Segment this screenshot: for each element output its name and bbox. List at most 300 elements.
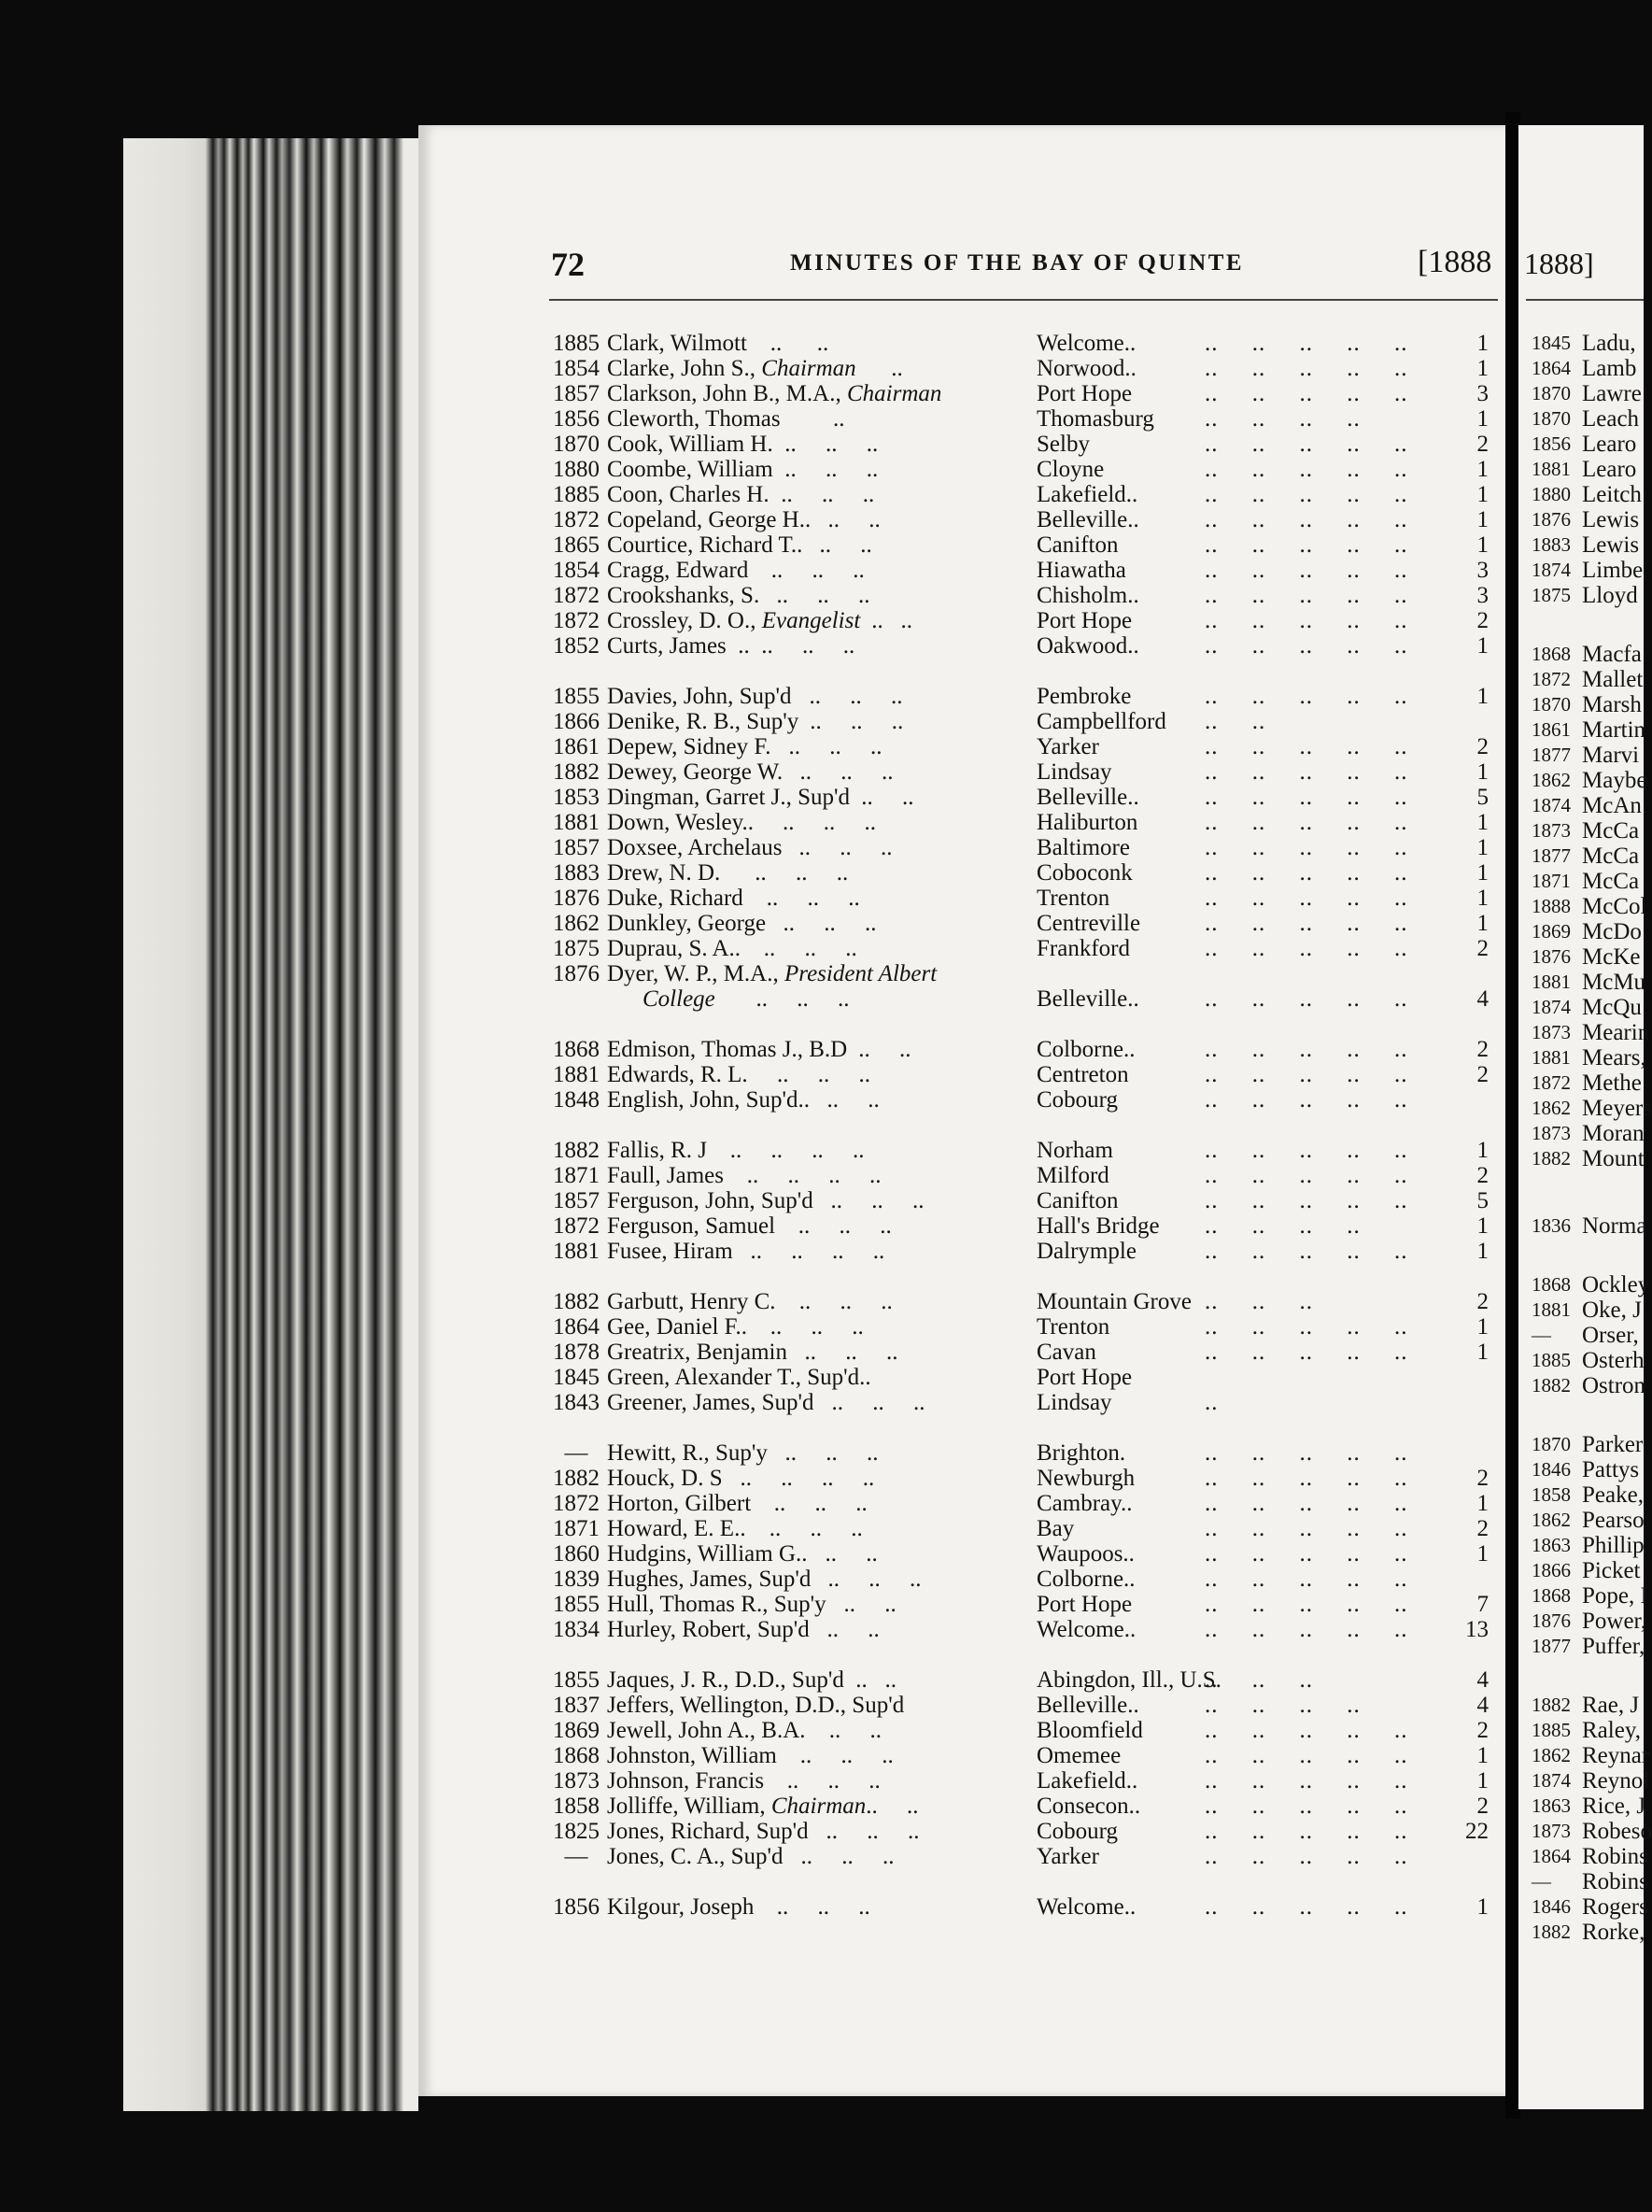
right-entry-name: McCa [1582,844,1640,869]
entry-year: 1881 [553,1239,600,1264]
right-entry-name: Ostron [1582,1373,1646,1398]
entry-year: 1825 [553,1819,600,1844]
entry-name: Jeffers, Wellington, D.D., Sup'd [607,1693,905,1718]
entry-year: 1882 [553,759,600,785]
entry-count: 2 [1476,1794,1489,1819]
leader-dots: .. .. .. .. .. [1205,583,1408,608]
entry-name: Hudgins, William G.. [607,1541,808,1567]
entry-year: 1837 [553,1693,600,1718]
right-entry-year: 1863 [1532,1794,1571,1817]
entry-year: 1872 [553,583,600,608]
right-entry-name: Marsh [1582,692,1642,717]
entry-count: 2 [1476,608,1489,633]
right-entry-year: 1882 [1532,1147,1571,1170]
leader-dots: .. .. .. [770,1768,881,1794]
leader-dots: .. .. .. [754,558,865,583]
right-entry-year: 1881 [1532,1298,1571,1321]
entry-place: Port Hope [1037,1592,1133,1617]
right-entry-name: Moran [1582,1121,1645,1146]
entry-name: Cook, William H. [607,432,773,457]
entry-name: Denike, R. B., Sup'y [607,709,799,734]
entry-place: Trenton [1037,1314,1110,1340]
right-entry-name: Mears, [1582,1045,1646,1071]
entry-name: Johnston, William [607,1743,777,1768]
leader-dots: .. .. .. [783,1743,894,1768]
entry-count: 2 [1476,734,1489,759]
entry-name: Hurley, Robert, Sup'd [607,1617,810,1642]
entry-place: Welcome.. [1037,331,1137,356]
right-entry-year: 1873 [1532,819,1571,842]
leader-dots: .. .. .. .. .. [1205,785,1408,810]
leader-dots: .. .. .. [789,1844,895,1869]
leader-dots: .. .. .. .. .. [1205,1087,1408,1113]
entry-place: Bloomfield [1037,1718,1143,1743]
leader-dots: .. .. .. .. .. [1205,1768,1408,1794]
leader-dots: .. .. .. [756,1491,868,1516]
right-entry-year: 1880 [1532,483,1571,505]
entry-year: 1857 [553,835,600,860]
entry-name: Ferguson, Samuel [607,1213,776,1239]
entry-year: 1857 [553,381,600,406]
entry-year: 1880 [553,457,600,482]
leader-dots: .. .. [853,1037,911,1062]
leader-dots: .. [1205,1390,1219,1415]
right-entry-year: 1862 [1532,1509,1571,1531]
right-entry-year: 1873 [1532,1122,1571,1144]
book-page-edges [123,138,418,2111]
right-entry-year: 1874 [1532,1769,1571,1792]
right-entry-name: Phillip [1582,1533,1645,1558]
leader-dots: .. .. .. .. .. [1205,432,1408,457]
leader-dots: .. .. .. .. .. [1205,1592,1408,1617]
leader-dots: .. .. .. .. .. [1205,1617,1408,1642]
leader-dots: .. .. .. [804,709,904,734]
leader-dots: .. .. .. [773,1440,879,1466]
right-entry-name: Methe [1582,1071,1642,1096]
entry-place: Belleville.. [1037,1693,1139,1718]
right-entry-year: 1836 [1532,1214,1571,1237]
right-entry-year: 1868 [1532,1584,1571,1607]
right-entry-year: — [1532,1870,1551,1893]
leader-dots: .. .. .. [765,583,870,608]
leader-dots: .. .. [813,1541,878,1567]
leader-dots: .. .. .. .. [728,1466,875,1491]
entry-year: 1865 [553,532,600,558]
entry-place: Welcome.. [1037,1617,1137,1642]
leader-dots: .. .. .. [752,1516,863,1541]
right-entry-year: 1870 [1532,407,1571,430]
right-entry-year: 1866 [1532,1559,1571,1581]
entry-year: 1882 [553,1289,600,1314]
leader-dots: .. .. .. .. .. [1205,1516,1408,1541]
entry-place: Lindsay [1037,759,1112,785]
leader-dots: .. .. [832,1592,897,1617]
leader-dots: .. .. [816,507,881,532]
entry-place: Dalrymple [1037,1239,1137,1264]
leader-dots: .. .. .. .. .. [1205,331,1408,356]
right-entry-year: 1876 [1532,508,1571,531]
entry-count: 1 [1476,1314,1489,1340]
entry-name: Clark, Wilmott [607,331,747,356]
entry-count: 1 [1476,1743,1489,1768]
entry-count: 5 [1476,1188,1489,1213]
right-entry-name: Norma [1582,1213,1647,1239]
entry-name: Courtice, Richard T.. [607,532,803,558]
entry-name: Jaques, J. R., D.D., Sup'd [607,1667,844,1693]
entry-place: Coboconk [1037,860,1133,886]
right-entry-year: 1864 [1532,1845,1571,1867]
right-entry-name: Ladu, [1582,331,1636,356]
entry-place: Canifton [1037,532,1119,558]
right-entry-name: Pearso [1582,1508,1645,1533]
entry-count: 7 [1476,1592,1489,1617]
leader-dots: .. .. .. [1205,1289,1313,1314]
right-entry-name: McAn [1582,793,1642,818]
right-entry-name: McQu [1582,995,1642,1020]
right-entry-name: Lloyd [1582,583,1638,608]
right-entry-name: Martin [1582,717,1646,743]
entry-year: 1872 [553,1213,600,1239]
right-entry-name: Lamb [1582,356,1637,381]
leader-dots: .. .. .. .. .. [1205,1491,1408,1516]
right-entry-name: Puffer, [1582,1634,1645,1659]
leader-dots: .. .. .. .. [1205,1213,1361,1239]
entry-count: 13 [1465,1617,1489,1642]
right-entry-name: McDo [1582,919,1642,944]
entry-year: — [564,1844,588,1869]
right-entry-name: Maybe [1582,768,1647,793]
entry-place: Bay [1037,1516,1075,1541]
entry-year: 1872 [553,608,600,633]
right-entry-name: Pattys [1582,1457,1640,1482]
entry-year: 1881 [553,1062,600,1087]
entry-name: Dingman, Garret J., Sup'd [607,785,851,810]
entry-place: Oakwood.. [1037,633,1139,659]
right-entry-name: Lewis [1582,532,1640,558]
header-rule [549,299,1498,301]
leader-dots: .. .. .. [819,1188,925,1213]
entry-count: 1 [1476,886,1489,911]
entry-name: Depew, Sidney F. [607,734,771,759]
entry-count: 1 [1476,835,1489,860]
entry-name: Horton, Gilbert [607,1491,752,1516]
entry-place: Newburgh [1037,1466,1136,1491]
right-entry-year: 1856 [1532,432,1571,455]
entry-year: 1864 [553,1314,600,1340]
entry-count: 2 [1476,1516,1489,1541]
leader-dots: .. .. .. [788,759,894,785]
right-entry-name: Robins [1582,1869,1648,1894]
leader-dots: .. .. .. .. [729,1163,882,1188]
entry-count: 1 [1476,860,1489,886]
right-entry-year: 1868 [1532,1273,1571,1296]
entry-year: 1848 [553,1087,600,1113]
entry-place: Cobourg [1037,1087,1119,1113]
entry-place: Brighton. [1037,1440,1126,1466]
right-entry-name: Osterh [1582,1348,1645,1373]
right-entry-year: 1881 [1532,458,1571,480]
entry-year: — [564,1440,588,1466]
entry-count: 2 [1476,1163,1489,1188]
entry-name: Crossley, D. O., Evangelist [607,608,861,633]
leader-dots: .. .. .. .. .. [1205,633,1408,659]
leader-dots: .. .. .. .. [1205,406,1361,432]
entry-place: Haliburton [1037,810,1138,835]
entry-year: 1870 [553,432,600,457]
leader-dots: .. .. .. .. .. [1205,986,1408,1012]
entry-place: Belleville.. [1037,507,1139,532]
leader-dots: .. .. .. .. .. [1205,457,1408,482]
right-entry-name: Power, [1582,1609,1647,1634]
entry-place: Colborne.. [1037,1567,1136,1592]
right-entry-year: 1872 [1532,668,1571,690]
entry-place: Consecon.. [1037,1794,1141,1819]
entry-name: Johnson, Francis [607,1768,765,1794]
right-entry-name: Leitch [1582,482,1642,507]
entry-count: 2 [1476,1466,1489,1491]
entry-place: Yarker [1037,734,1099,759]
right-entry-name: Mallet [1582,667,1644,692]
right-entry-year: 1885 [1532,1719,1571,1741]
entry-place: Thomasburg [1037,406,1154,432]
entry-name: Coon, Charles H. [607,482,770,507]
leader-dots: .. .. .. .. [739,1239,885,1264]
entry-place: Port Hope [1037,381,1133,406]
right-entry-name: Learo [1582,457,1637,482]
right-entry-year: 1861 [1532,718,1571,741]
entry-count: 3 [1476,381,1489,406]
entry-place: Frankford [1037,936,1130,961]
entry-year: 1875 [553,936,600,961]
leader-dots: .. .. .. [771,911,877,936]
right-entry-name: Peake, [1582,1482,1644,1508]
entry-count: 1 [1476,356,1489,381]
right-entry-year: 1874 [1532,996,1571,1018]
leader-dots: .. .. .. .. .. [1205,684,1408,709]
leader-dots: .. .. .. .. .. [1205,1188,1408,1213]
entry-name: English, John, Sup'd.. [607,1087,811,1113]
right-entry-year: 1869 [1532,920,1571,943]
entry-year: 1861 [553,734,600,759]
entry-place: Omemee [1037,1743,1122,1768]
entry-name: Davies, John, Sup'd [607,684,792,709]
entry-year: 1878 [553,1340,600,1365]
right-entry-name: Picket [1582,1558,1641,1583]
entry-name: Duprau, S. A.. [607,936,741,961]
entry-count: 2 [1476,1718,1489,1743]
right-entry-year: 1877 [1532,744,1571,766]
right-entry-name: McKe [1582,944,1641,970]
entry-count: 1 [1476,1239,1489,1264]
entry-year: 1872 [553,507,600,532]
entry-year: 1834 [553,1617,600,1642]
leader-dots: .. .. .. .. .. [1205,1440,1408,1466]
entry-count: 1 [1476,1213,1489,1239]
right-entry-name: Rorke, [1582,1920,1645,1945]
entry-place: Norham [1037,1138,1113,1163]
entry-year: 1885 [553,331,600,356]
entry-count: 1 [1476,532,1489,558]
leader-dots: .. .. .. [798,684,903,709]
entry-year: 1858 [553,1794,600,1819]
entry-year: 1871 [553,1516,600,1541]
entry-year: 1855 [553,684,600,709]
leader-dots: .. .. .. .. .. [1205,532,1408,558]
entry-count: 2 [1476,1062,1489,1087]
leader-dots: .. .. .. .. .. [1205,734,1408,759]
leader-dots: .. .. .. .. .. [1205,1062,1408,1087]
right-entry-year: 1885 [1532,1349,1571,1371]
entry-place: Norwood.. [1037,356,1137,381]
entry-year: 1882 [553,1466,600,1491]
right-entry-name: Macfa [1582,642,1642,667]
right-entry-year: 1862 [1532,769,1571,791]
leader-dots: .. .. .. .. .. [1205,1163,1408,1188]
entry-name: Cragg, Edward [607,558,749,583]
leader-dots: .. .. .. [759,1894,870,1920]
entry-place: Lindsay [1037,1390,1112,1415]
leader-dots: .. .. [812,1718,882,1743]
entry-count: 1 [1476,482,1489,507]
right-entry-year: 1874 [1532,559,1571,581]
entry-count: 2 [1476,1037,1489,1062]
right-header-rule [1526,299,1644,301]
entry-name: College [642,986,715,1012]
leader-dots: .. .. .. [746,936,857,961]
right-entry-name: McCa [1582,818,1640,844]
entry-count: 3 [1476,558,1489,583]
leader-dots: .. .. .. .. .. [1205,1314,1408,1340]
right-entry-year: 1871 [1532,870,1571,892]
entry-place: Pembroke [1037,684,1132,709]
entry-name: Dunkley, George [607,911,767,936]
entry-year: 1854 [553,558,600,583]
leader-dots: .. .. .. .. .. [1205,911,1408,936]
entry-count: 2 [1476,432,1489,457]
right-entry-year: 1881 [1532,971,1571,993]
entry-year: 1871 [553,1163,600,1188]
entry-count: 22 [1465,1819,1489,1844]
entry-count: 2 [1476,936,1489,961]
entry-year: 1857 [553,1188,600,1213]
entry-count: 1 [1476,810,1489,835]
leader-dots: .. .. .. [782,1289,893,1314]
entry-place: Trenton [1037,886,1110,911]
right-entry-name: Raley, [1582,1718,1641,1743]
right-entry-name: Reynol [1582,1768,1650,1794]
entry-count: 1 [1476,1768,1489,1794]
leader-dots: .. .. .. .. .. [1205,1819,1408,1844]
entry-place: Milford [1037,1163,1109,1188]
entry-count: 1 [1476,1541,1489,1567]
entry-year: 1862 [553,911,600,936]
right-entry-name: McMu [1582,970,1646,995]
right-entry-name: Parker [1582,1432,1644,1457]
entry-place: Colborne.. [1037,1037,1136,1062]
entry-year: 1872 [553,1491,600,1516]
entry-place: Cloyne [1037,457,1105,482]
entry-name: Jones, C. A., Sup'd [607,1844,784,1869]
right-entry-name: Leach [1582,406,1640,432]
leader-dots: .. .. .. .. .. [1205,1340,1408,1365]
entry-place: Campbellford [1037,709,1166,734]
entry-count: 1 [1476,633,1489,659]
right-entry-name: Learo [1582,432,1637,457]
leader-dots: .. .. [1205,709,1266,734]
entry-name: Curts, James [607,633,727,659]
entry-name: Crookshanks, S. [607,583,760,608]
entry-name: Doxsee, Archelaus [607,835,783,860]
right-entry-name: Rae, J [1582,1693,1640,1718]
leader-dots: .. .. .. .. [732,633,855,659]
right-entry-year: 1870 [1532,693,1571,716]
entry-count: 4 [1476,986,1489,1012]
entry-count: 1 [1476,406,1489,432]
leader-dots: .. .. .. [726,860,849,886]
leader-dots: .. [862,356,903,381]
entry-place: Yarker [1037,1844,1099,1869]
entry-name: Hull, Thomas R., Sup'y [607,1592,826,1617]
entry-year: 1855 [553,1592,600,1617]
leader-dots: .. .. .. .. .. [1205,860,1408,886]
right-entry-year: 1846 [1532,1895,1571,1918]
entry-place: Selby [1037,432,1090,457]
entry-year: 1853 [553,785,600,810]
right-entry-year: 1846 [1532,1458,1571,1481]
entry-year: 1876 [553,961,600,986]
entry-place: Cavan [1037,1340,1096,1365]
leader-dots: .. .. .. .. .. [1205,810,1408,835]
right-entry-name: Oke, J [1582,1297,1642,1323]
entry-name: Down, Wesley.. [607,810,754,835]
entry-year: 1883 [553,860,600,886]
entry-name: Houck, D. S [607,1466,723,1491]
leader-dots: .. .. .. .. .. [1205,835,1408,860]
leader-dots: .. .. .. [721,986,850,1012]
entry-place: Abingdon, Ill., U.S. [1037,1667,1221,1693]
entry-year: 1845 [553,1365,600,1390]
leader-dots: .. .. [850,1667,897,1693]
right-entry-name: Robins [1582,1844,1648,1869]
entry-name: Greatrix, Benjamin [607,1340,787,1365]
right-entry-name: Rogers [1582,1894,1648,1920]
right-entry-name: Mount [1582,1146,1645,1171]
entry-year: 1854 [553,356,600,381]
right-entry-year: 1875 [1532,584,1571,606]
right-entry-year: — [1532,1324,1551,1346]
entry-count: 1 [1476,1491,1489,1516]
right-entry-year: 1873 [1532,1021,1571,1043]
entry-year: 1866 [553,709,600,734]
entry-count: 1 [1476,684,1489,709]
entry-year: 1873 [553,1768,600,1794]
entry-year: 1868 [553,1743,600,1768]
right-header-year: 1888] [1524,247,1594,280]
leader-dots: .. .. .. [779,457,879,482]
leader-dots: .. .. .. [754,1062,870,1087]
entry-place: Lakefield.. [1037,482,1138,507]
entry-place: Port Hope [1037,1365,1133,1390]
leader-dots: .. .. .. .. .. [1205,507,1408,532]
leader-dots: .. .. .. .. .. [1205,1466,1408,1491]
entry-place: Centreville [1037,911,1141,936]
entry-place: Hiawatha [1037,558,1126,583]
entry-place: Belleville.. [1037,785,1139,810]
right-entry-name: Ockley [1582,1272,1650,1297]
leader-dots: .. .. .. .. .. [1205,482,1408,507]
entry-year: 1852 [553,633,600,659]
right-entry-name: Pope, I [1582,1583,1648,1609]
